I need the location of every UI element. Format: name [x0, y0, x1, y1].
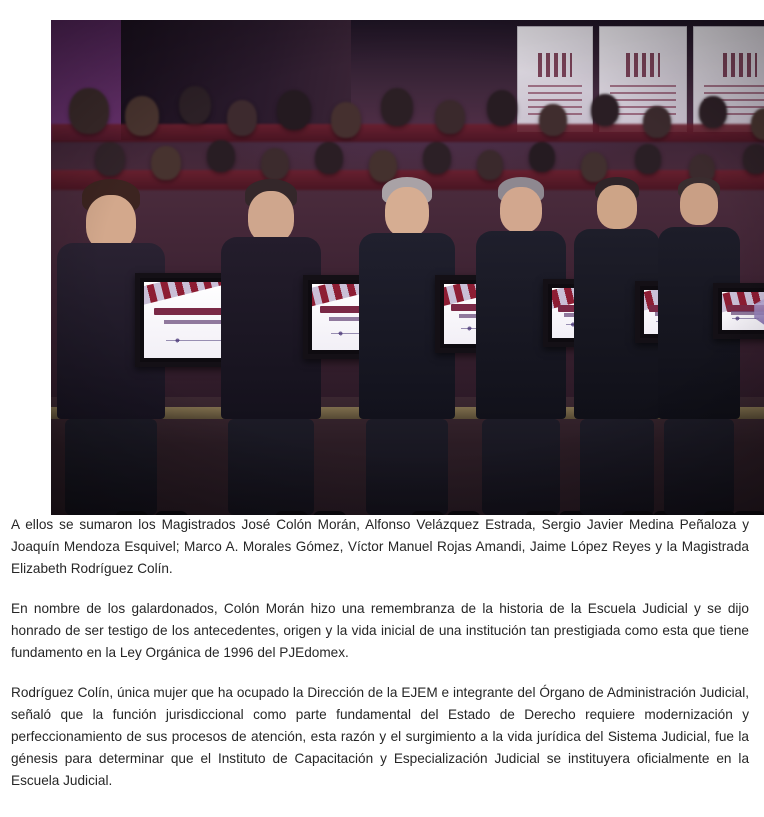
- article-photo: [51, 20, 764, 515]
- certificate: [722, 292, 764, 330]
- certificate-frame: [713, 283, 764, 339]
- banner-seal-icon: [626, 53, 660, 77]
- article-paragraph: A ellos se sumaron los Magistrados José Colón Morán, Alfonso Velázquez Estrada, Sergio Javier Medina Peñaloza y Joaquín Mendoza Esquivel; Marco A. Morales Gómez, Víctor Manuel Rojas Amandi, Jaime López Reyes y la Magistrada Elizabeth Rodríguez Colín.: [11, 517, 749, 576]
- honorees-front-row: [51, 155, 764, 515]
- article-paragraph: Rodríguez Colín, única mujer que ha ocupado la Dirección de la EJEM e integrante del Órgano de Administración Judicial, señaló que la función jurisdiccional como parte fundamental del Estado de Derecho requiere modernización y perfeccionamiento de sus procesos de atención, esta razón y el surgimiento a la vida jurídica del Sistema Judicial, fue la génesis para determinar que el Instituto de Capacitación y Especialización Judicial se instituyera oficialmente en la Escuela Judicial.: [11, 685, 749, 788]
- banner-seal-icon: [723, 53, 757, 77]
- photo-scene: [51, 20, 764, 515]
- article-paragraph: En nombre de los galardonados, Colón Morán hizo una remembranza de la historia de la Escuela Judicial y se dijo honrado de ser testigo de los antecedentes, origen y la vida inicial de una institución tan prestigiada como esta que tiene fundamento en la Ley Orgánica de 1996 del PJEdomex.: [11, 601, 749, 660]
- banner-seal-icon: [538, 53, 572, 77]
- article-body: [11, 514, 749, 792]
